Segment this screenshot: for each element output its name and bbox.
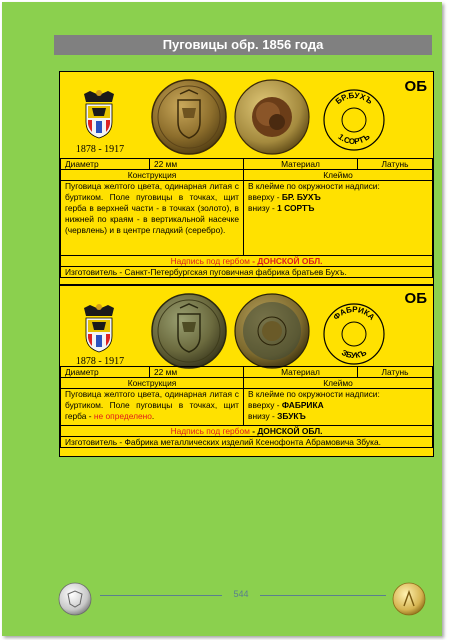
stamp-bottom-value: ЗБУКЪ bbox=[277, 411, 306, 421]
stamp-bottom-value: 1 СОРТЪ bbox=[277, 203, 315, 213]
stamp-intro: В клейме по окружности надписи: bbox=[248, 389, 380, 399]
card-1-years: 1878 - 1917 bbox=[75, 144, 125, 155]
diameter-label: Диаметр bbox=[61, 159, 150, 170]
coat-of-arms-icon bbox=[78, 88, 120, 140]
stamp-bottom-line bbox=[248, 411, 428, 422]
construction-text-start: Пуговица желтого цвета, одинарная литая с буртиком. Поле пуговицы в точках, щит герба - bbox=[65, 389, 239, 421]
stamp-description bbox=[244, 389, 433, 426]
coat-of-arms-icon bbox=[78, 302, 120, 354]
inscription-label: Надпись под гербом bbox=[170, 426, 250, 436]
inscription-label: Надпись под гербом bbox=[170, 256, 250, 266]
material-label: Материал bbox=[244, 367, 358, 378]
material-value: Латунь bbox=[358, 159, 433, 170]
stamp-drawing bbox=[322, 302, 386, 366]
card-2-mark: ОБ bbox=[404, 290, 427, 307]
stamp-top-value: ФАБРИКА bbox=[281, 400, 324, 410]
button-back-image bbox=[233, 292, 311, 370]
stamp-drawing bbox=[322, 88, 386, 152]
construction-text-unknown: не определено bbox=[93, 411, 152, 421]
stamp-1-top-text: БР.БУХЪ bbox=[333, 90, 375, 107]
inscription-value: - ДОНСКОЙ ОБЛ. bbox=[249, 256, 323, 266]
card-2-info-table bbox=[60, 366, 433, 448]
button-card-2 bbox=[59, 285, 434, 457]
stamp-top-value: БР. БУХЪ bbox=[281, 192, 321, 202]
stamp-2-bottom-text: ЗБУКЪ bbox=[340, 348, 368, 361]
inscription-row bbox=[61, 256, 433, 267]
catalog-sheet bbox=[2, 2, 442, 636]
button-front-image bbox=[150, 78, 228, 156]
card-1-info-table bbox=[60, 158, 433, 278]
footer-line-left bbox=[100, 595, 222, 596]
construction-text: Пуговица желтого цвета, одинарная литая с буртиком. Поле пуговицы в точках, щит герба в верхней части - в точках (золото), в нижней по краям - в вертикальной насечке (червлень) и в центре гладкий (серебро). bbox=[61, 181, 244, 256]
stamp-bottom-line bbox=[248, 203, 428, 214]
gold-coin-icon bbox=[392, 582, 426, 616]
material-label: Материал bbox=[244, 159, 358, 170]
svg-text:ЗБУКЪ bbox=[340, 348, 368, 360]
maker-row: Изготовитель - Фабрика металлических изделий Ксенофонта Абрамовича Збука. bbox=[61, 437, 433, 448]
stamp-2-top-text: ФАБРИКА bbox=[331, 304, 377, 322]
construction-label: Конструкция bbox=[61, 170, 244, 181]
stamp-bottom-prefix: внизу - bbox=[248, 411, 278, 421]
stamp-bottom-prefix: внизу - bbox=[248, 203, 278, 213]
button-front-image bbox=[150, 292, 228, 370]
diameter-value: 22 мм bbox=[150, 367, 244, 378]
card-2-years: 1878 - 1917 bbox=[75, 356, 125, 367]
stamp-label: Клеймо bbox=[244, 378, 433, 389]
stamp-description bbox=[244, 181, 433, 256]
stamp-label: Клеймо bbox=[244, 170, 433, 181]
svg-text:1.СОРТЪ bbox=[336, 132, 371, 146]
stamp-1-bottom-text: 1.СОРТЪ bbox=[336, 132, 372, 147]
button-back-image bbox=[233, 78, 311, 156]
construction-text-end: . bbox=[151, 411, 155, 421]
stamp-top-line bbox=[248, 192, 428, 203]
stamp-top-prefix: вверху - bbox=[248, 400, 282, 410]
inscription-row bbox=[61, 426, 433, 437]
card-1-mark: ОБ bbox=[404, 78, 427, 95]
page-title: Пуговицы обр. 1856 года bbox=[54, 35, 432, 55]
construction-text bbox=[61, 389, 244, 426]
diameter-label: Диаметр bbox=[61, 367, 150, 378]
page-number: 544 bbox=[233, 589, 249, 599]
diameter-value: 22 мм bbox=[150, 159, 244, 170]
stamp-intro: В клейме по окружности надписи: bbox=[248, 181, 380, 191]
maker-row: Изготовитель - Санкт-Петербургская пуговичная фабрика братьев Бухъ. bbox=[61, 267, 433, 278]
svg-text:ФАБРИКА bbox=[332, 305, 377, 322]
button-card-1 bbox=[59, 71, 434, 285]
material-value: Латунь bbox=[358, 367, 433, 378]
silver-coin-icon bbox=[58, 582, 92, 616]
stamp-top-line bbox=[248, 400, 428, 411]
footer-line-right bbox=[260, 595, 386, 596]
stamp-top-prefix: вверху - bbox=[248, 192, 282, 202]
inscription-value: - ДОНСКОЙ ОБЛ. bbox=[249, 426, 323, 436]
construction-label: Конструкция bbox=[61, 378, 244, 389]
